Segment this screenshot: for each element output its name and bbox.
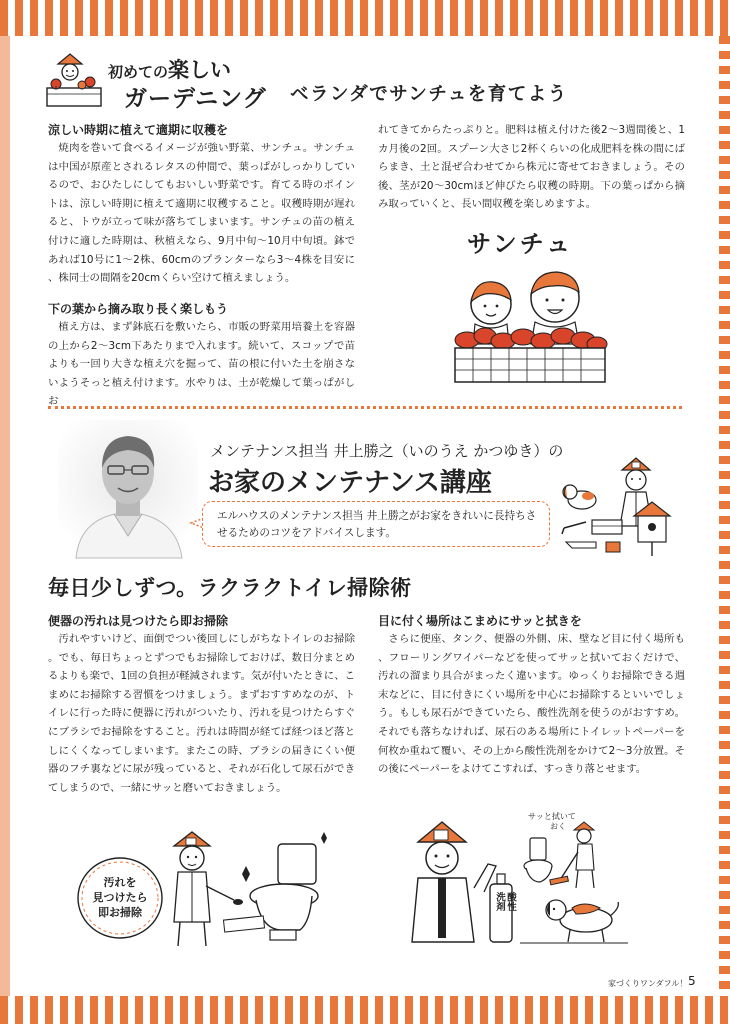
sanchu-illustration <box>445 222 615 392</box>
section-heading: 下の葉から摘み取り長く楽しもう <box>48 302 229 316</box>
section-heading: 便器の汚れは見つけたら即お掃除 <box>48 614 229 628</box>
section-divider <box>48 406 682 409</box>
detergent-bottle-label: 酸性洗剤 <box>494 892 516 911</box>
toilet-brush-illustration <box>74 826 336 950</box>
gardening-section-2 <box>48 300 355 408</box>
page-number: 5 <box>688 974 696 988</box>
section-heading: 涼しい時期に植えて適期に収穫を <box>48 123 229 137</box>
magazine-name: 家づくりワンダフル！ <box>608 979 688 988</box>
left-color-band <box>0 36 10 996</box>
gardening-title: ガーデニング <box>124 86 267 112</box>
gardening-icon <box>44 50 106 112</box>
wipe-note-line: おく <box>550 822 566 831</box>
inoue-portrait-photo <box>58 420 198 558</box>
section-body: 植え方は、まず鉢底石を敷いたら、市販の野菜用培養土を容器の上から2〜3cm下あたりまで入れます。続いて、スコップで苗よりも一回り大きな植え穴を掘って、苗の根に付いた土を崩さないようそっと植え付けます。水やりは、土が乾燥して葉っぱがしお <box>48 321 355 408</box>
title-small-text: 初めての <box>108 63 169 81</box>
section-heading: 目に付く場所はこまめにサッと拭きを <box>378 614 582 628</box>
circle-callout-line: 見つけたら <box>92 891 148 904</box>
circle-callout <box>82 875 158 920</box>
top-stripe-border <box>0 0 730 36</box>
detergent-illustration <box>404 812 632 950</box>
gardening-continued <box>378 121 685 221</box>
gardening-subtitle: ベランダでサンチュを育てよう <box>290 84 568 105</box>
toilet-right-column <box>378 612 685 808</box>
gardening-section-1 <box>48 121 355 297</box>
section-body: 焼肉を巻いて食べるイメージが強い野菜、サンチュ。サンチュは中国が原産とされるレタスの仲間で、葉っぱがしっかりしているので、おひたしにしてもおいしい野菜です。育てる時のポイントは、涼しい時期に植えて適期に収穫すること。収穫時期が遅れると、トウが立って味が落ちてしまいます。サンチュの苗の植え付けに適した時期は、秋植えなら、9月中旬〜10月中旬頃。鉢であれば10号に1〜2株、60cmのプランターなら3〜4株を目安に、株同士の間隔を20cmくらい空けて植えましょう。 <box>48 142 355 285</box>
circle-callout-line: 汚れを <box>103 876 137 889</box>
section-body: さらに便座、タンク、便器の外側、床、壁など目に付く場所も、フローリングワイパーなどを使ってサッと拭いておくだけで、汚れの溜まり具合がまったく違います。ゆっくりお掃除できる週末などに、目に付きにくい場所を中心にお掃除するといいでしょう。もしも尿石ができていたら、酸性洗剤を使うのがおすすめ。それでも落ちなければ、尿石のある場所にトイレットペーパーを何枚か重ねて覆い、その上から酸性洗剤をかけて2〜3分放置。その後にペーパーをよけてこすれば、すっきり落とせます。 <box>378 633 685 776</box>
circle-callout-line: 即お掃除 <box>98 906 142 919</box>
bottom-stripe-border <box>0 996 730 1024</box>
toilet-cleaning-title: 毎日少しずつ。ラクラクトイレ掃除術 <box>48 576 412 600</box>
handyman-illustration <box>556 456 684 560</box>
maintenance-title: お家のメンテナンス講座 <box>208 468 492 498</box>
toilet-left-column <box>48 612 355 808</box>
title-emph-text: 楽しい <box>168 58 232 82</box>
right-stripe-border <box>719 36 730 996</box>
section-body: れてきてからたっぷりと。肥料は植え付けた後2〜3週間後と、1カ月後の2回。スプーン大さじ2杯くらいの化成肥料を株の間にばらまき、土と混ぜ合わせてから株元に寄せておきましょう。その後、茎が20〜30cmほど伸びたら収穫の時期。下の葉っぱから摘み取っていくと、長い間収穫を楽しめますよ。 <box>378 124 685 211</box>
wipe-note <box>528 812 576 832</box>
section-body: 汚れやすいけど、面倒でつい後回しにしがちなトイレのお掃除。でも、毎日ちょっとずつでもお掃除しておけば、数日分まとめるよりも楽で、1回の負担が軽減されます。気が付いたときに、こまめにお掃除する習慣をつけましょう。まずおすすめなのが、トイレに行った時に便器に汚れがついたり、汚れを見つけたらすぐにブラシでお掃除をすること。汚れは時間が経てば経つほど落としにくくなってしまいます。またこの時、ブラシの届きにくい便器のフチ裏などに尿が残っていると、それが石化して尿石ができてしまうので、一緒にサッと磨いておきましょう。 <box>48 633 355 794</box>
maintenance-byline: メンテナンス担当 井上勝之（いのうえ かつゆき）の <box>210 442 564 460</box>
speech-bubble: エルハウスのメンテナンス担当 井上勝之がお家をきれいに長持ちさせるためのコツをアドバイスします。 <box>202 501 550 547</box>
sanchu-label: サンチュ <box>467 230 574 258</box>
wipe-note-line: サッと拭いて <box>528 812 576 821</box>
